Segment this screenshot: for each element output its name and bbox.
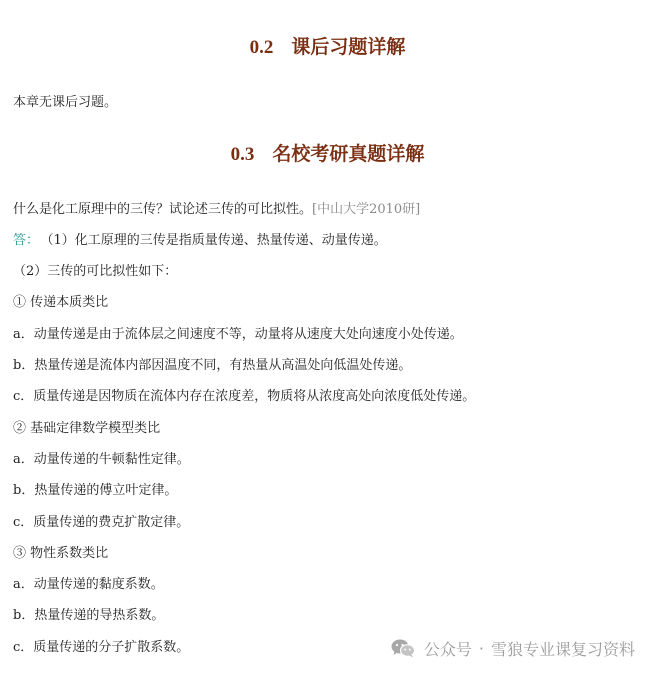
watermark-account-type: 公众号 bbox=[423, 639, 472, 659]
answer-text: （1）化工原理的三传是指质量传递、热量传递、动量传递。 bbox=[47, 233, 387, 248]
answer-line: c．质量传递的费克扩散定律。 bbox=[13, 515, 190, 530]
section-title: 名校考研真题详解 bbox=[272, 144, 425, 165]
answer-line: a．动量传递的牛顿黏性定律。 bbox=[13, 452, 190, 467]
question bbox=[13, 202, 420, 218]
answer-line: a．动量传递的黏度系数。 bbox=[13, 577, 164, 592]
answer-line: b．热量传递的傅立叶定律。 bbox=[13, 483, 178, 498]
section-title: 课后习题详解 bbox=[291, 37, 406, 58]
answer-line: c．质量传递的分子扩散系数。 bbox=[13, 640, 190, 655]
answer-line bbox=[13, 233, 387, 249]
answer-line: b．热量传递是流体内部因温度不同，有热量从高温处向低温处传递。 bbox=[13, 358, 412, 373]
question-source: [中山大学2010研] bbox=[312, 202, 421, 217]
answer-subheading: ② 基础定律数学模型类比 bbox=[13, 421, 161, 436]
answer-label: 答： bbox=[13, 233, 40, 248]
section-number: 0.3 bbox=[230, 144, 255, 165]
answer-line: a．动量传递是由于流体层之间速度不等，动量将从速度大处向速度小处传递。 bbox=[13, 327, 463, 342]
question-text: 什么是化工原理中的三传？试论述三传的可比拟性。 bbox=[13, 202, 313, 217]
answer-subheading: ① 传递本质类比 bbox=[13, 295, 109, 310]
section-heading-0-2 bbox=[0, 32, 655, 59]
answer-line: c．质量传递是因物质在流体内存在浓度差，物质将从浓度高处向浓度低处传递。 bbox=[13, 389, 476, 404]
answer-subheading: ③ 物性系数类比 bbox=[13, 546, 109, 561]
section-number: 0.2 bbox=[249, 37, 274, 58]
section-heading-0-3 bbox=[0, 139, 655, 166]
answer-line: （2）三传的可比拟性如下： bbox=[13, 264, 178, 279]
watermark-name: 雪狼专业课复习资料 bbox=[490, 639, 635, 659]
watermark-separator: · bbox=[478, 638, 484, 658]
wechat-icon bbox=[390, 638, 416, 658]
watermark bbox=[390, 636, 635, 660]
answer-line: b．热量传递的导热系数。 bbox=[13, 608, 165, 623]
no-exercises-note: 本章无课后习题。 bbox=[13, 95, 118, 110]
